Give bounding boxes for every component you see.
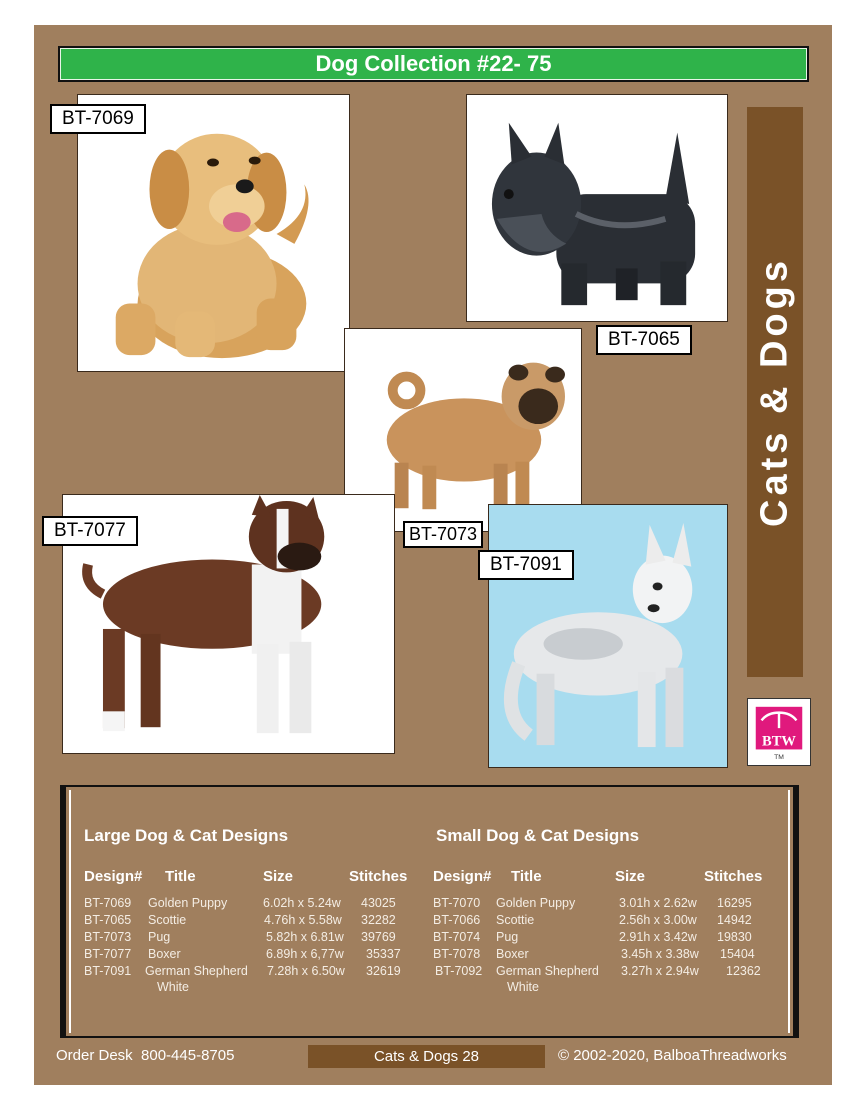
table-cell: German Shepherd [145, 964, 248, 978]
table-cell: 43025 [361, 896, 396, 910]
table-cell: German Shepherd [496, 964, 599, 978]
category-side-bar [747, 107, 803, 677]
svg-text:BTW: BTW [762, 733, 796, 750]
label-bt-7073: BT-7073 [403, 521, 483, 548]
small-header-design: Design# [433, 868, 492, 885]
table-cell: 19830 [717, 930, 752, 944]
table-cell: Scottie [148, 913, 187, 927]
small-header-stitches: Stitches [704, 868, 763, 885]
label-bt-7069: BT-7069 [50, 104, 146, 134]
large-designs-title: Large Dog & Cat Designs [84, 826, 289, 845]
table-cell: 4.76h x 5.58w [264, 913, 342, 927]
german-shepherd-illustration [489, 505, 727, 767]
page-number: Cats & Dogs 28 [308, 1045, 545, 1068]
btw-logo-graphic [748, 699, 810, 765]
copyright: © 2002-2020, BalboaThreadworks [558, 1047, 787, 1064]
table-cell: Golden Puppy [148, 896, 228, 910]
table-cell: 2.56h x 3.00w [619, 913, 697, 927]
table-cell: BT-7073 [84, 930, 132, 944]
svg-text:TM: TM [774, 754, 784, 762]
table-cell: 3.01h x 2.62w [619, 896, 697, 910]
golden-puppy-image [77, 94, 350, 372]
german-shepherd-image [488, 504, 728, 768]
small-header-title: Title [511, 868, 542, 885]
page-title: Dog Collection #22- 75 [60, 48, 807, 80]
table-cell: BT-7069 [84, 896, 132, 910]
scottie-illustration [467, 95, 727, 321]
table-cell: 12362 [726, 964, 761, 978]
large-header-design: Design# [84, 868, 143, 885]
label-bt-7091: BT-7091 [478, 550, 574, 580]
scottie-image [466, 94, 728, 322]
table-cell: BT-7065 [84, 913, 132, 927]
table-cell: Golden Puppy [496, 896, 576, 910]
table-cell: Pug [496, 930, 519, 944]
table-cell: BT-7070 [433, 896, 481, 910]
table-cell: 35337 [366, 947, 401, 961]
order-desk-phone: Order Desk 800-445-8705 [56, 1047, 235, 1064]
label-bt-7065: BT-7065 [596, 325, 692, 355]
table-cell: BT-7074 [433, 930, 481, 944]
table-cell: 5.82h x 6.81w [266, 930, 344, 944]
table-cell: BT-7091 [84, 964, 132, 978]
table-cell: White [157, 980, 189, 994]
small-designs-title: Small Dog & Cat Designs [436, 826, 640, 845]
table-cell: 3.27h x 2.94w [621, 964, 699, 978]
large-header-title: Title [165, 868, 196, 885]
table-cell: 2.91h x 3.42w [619, 930, 697, 944]
large-header-size: Size [263, 868, 294, 885]
table-cell: BT-7078 [433, 947, 481, 961]
table-cell: BT-7077 [84, 947, 132, 961]
golden-puppy-illustration [78, 95, 349, 371]
btw-logo [747, 698, 811, 766]
table-cell: 39769 [361, 930, 396, 944]
title-bar [58, 46, 809, 82]
table-cell: 16295 [717, 896, 752, 910]
table-cell: 32282 [361, 913, 396, 927]
table-cell: Boxer [148, 947, 181, 961]
table-cell: 6.89h x 6,77w [266, 947, 344, 961]
label-bt-7077: BT-7077 [42, 516, 138, 546]
table-cell: 3.45h x 3.38w [621, 947, 699, 961]
table-cell: White [507, 980, 539, 994]
table-cell: 15404 [720, 947, 755, 961]
table-cell: 6.02h x 5.24w [263, 896, 341, 910]
small-header-size: Size [615, 868, 646, 885]
table-cell: 7.28h x 6.50w [267, 964, 345, 978]
table-cell: 14942 [717, 913, 752, 927]
category-title: Cats & Dogs [753, 257, 796, 527]
large-header-stitches: Stitches [349, 868, 408, 885]
table-cell: BT-7066 [433, 913, 481, 927]
table-cell: Pug [148, 930, 171, 944]
table-cell: 32619 [366, 964, 401, 978]
table-cell: Scottie [496, 913, 535, 927]
table-cell: BT-7092 [435, 964, 483, 978]
table-cell: Boxer [496, 947, 529, 961]
